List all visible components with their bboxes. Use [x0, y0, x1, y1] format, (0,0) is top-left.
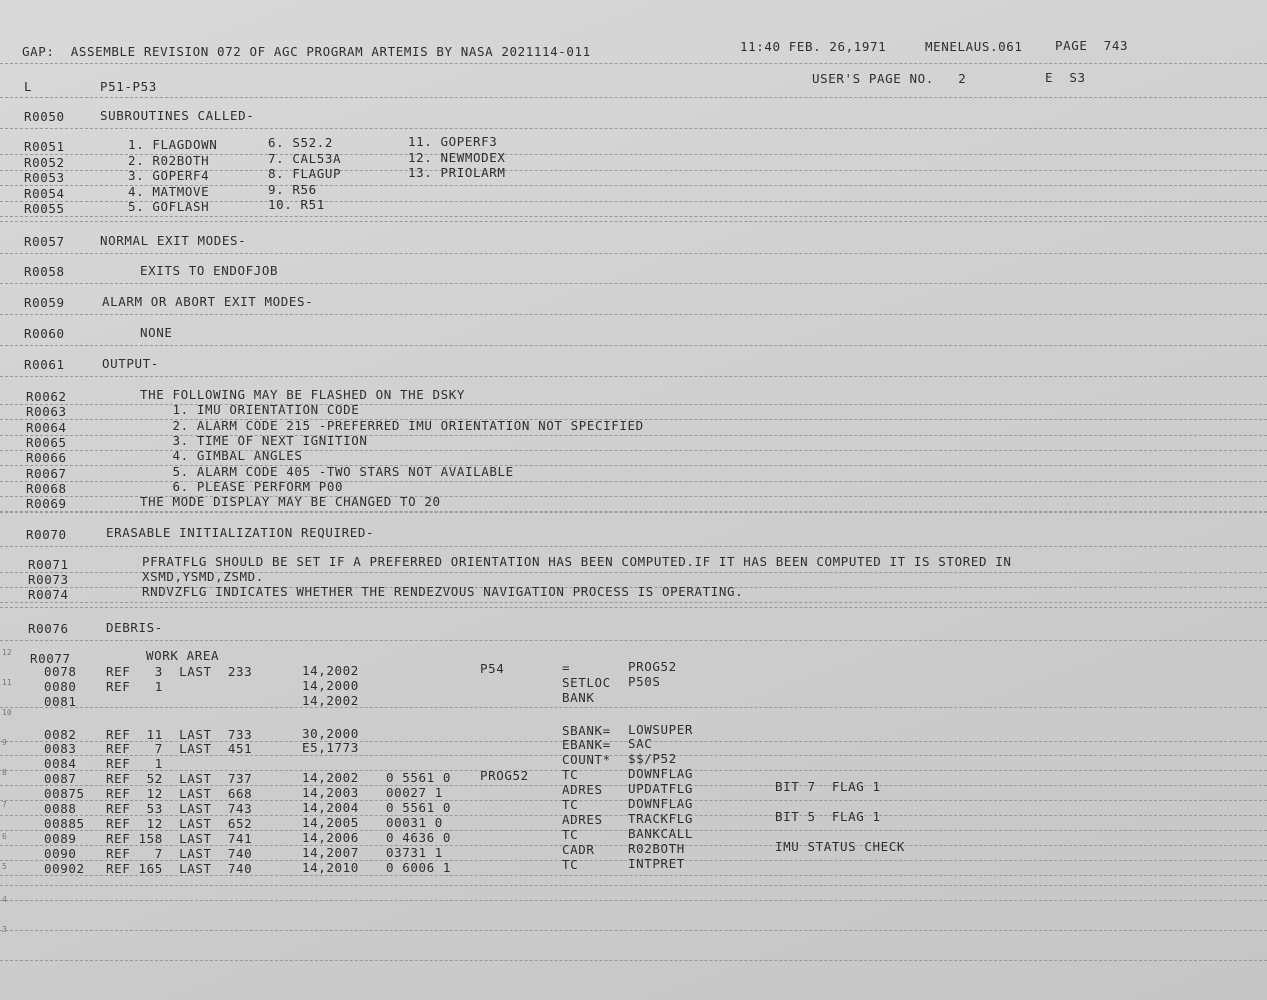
- object-code: 03731 1: [386, 845, 443, 860]
- code-comment: BIT 7 FLAG 1: [775, 779, 881, 794]
- opcode: BANK: [562, 690, 595, 705]
- code-label: PROG52: [480, 768, 529, 783]
- address: E5,1773: [302, 740, 359, 755]
- subroutine-item: 4. MATMOVE: [128, 183, 210, 199]
- none-text: NONE: [140, 325, 173, 340]
- operand: $$/P52: [628, 751, 677, 766]
- subroutine-item: 8. FLAGUP: [268, 166, 342, 181]
- line-number: 0081: [44, 694, 77, 709]
- output-line: 5. ALARM CODE 405 -TWO STARS NOT AVAILABLE: [140, 463, 514, 479]
- margin-mark: 5: [2, 862, 7, 871]
- line-number: 0078: [44, 664, 77, 679]
- erasable-line: XSMD,YSMD,ZSMD.: [142, 569, 264, 584]
- line-number: 00885: [44, 816, 85, 831]
- margin-mark: 11: [2, 678, 12, 687]
- line-number: R0077: [30, 651, 71, 666]
- page-number: PAGE 743: [1055, 38, 1129, 53]
- margin-mark: 9: [2, 738, 7, 747]
- users-page-right: E S3: [1045, 70, 1086, 85]
- line-number: 0082: [44, 727, 77, 742]
- exit-text: EXITS TO ENDOFJOB: [140, 263, 279, 278]
- opcode: TC: [562, 857, 579, 872]
- code-comment: BIT 5 FLAG 1: [775, 809, 881, 824]
- ref-info: REF 1: [106, 679, 163, 694]
- ref-info: REF 11 LAST 733: [106, 727, 253, 742]
- operand: UPDATFLG: [628, 781, 694, 796]
- ref-info: REF 3 LAST 233: [106, 664, 253, 679]
- subroutine-item: 13. PRIOLARM: [408, 165, 506, 180]
- line-number: R0069: [26, 496, 67, 512]
- line-number: 00902: [44, 861, 85, 876]
- line-number: R0058: [24, 264, 65, 279]
- address: 14,2010: [302, 860, 359, 875]
- opcode: TC: [562, 827, 579, 842]
- opcode: SBANK=: [562, 723, 611, 738]
- address: 14,2003: [302, 785, 359, 800]
- object-code: 0 4636 0: [386, 830, 452, 845]
- object-code: 00031 0: [386, 815, 443, 830]
- margin-mark: 8: [2, 768, 7, 777]
- output-line: THE FOLLOWING MAY BE FLASHED ON THE DSKY: [140, 387, 466, 402]
- users-page: USER'S PAGE NO. 2: [812, 71, 967, 86]
- program-name: P51-P53: [100, 79, 157, 94]
- operand: PROG52: [628, 659, 677, 674]
- margin-mark: 3: [2, 925, 7, 934]
- object-code: 0 6006 1: [386, 860, 452, 875]
- address: 14,2006: [302, 830, 359, 845]
- address: 14,2005: [302, 815, 359, 830]
- address: 14,2002: [302, 770, 359, 785]
- margin-mark: 7: [2, 800, 7, 809]
- line-number: R0051: [24, 139, 65, 154]
- line-number: R0071: [28, 557, 69, 572]
- line-number: R0070: [26, 527, 67, 542]
- margin-mark: 12: [2, 648, 12, 657]
- address: 14,2002: [302, 663, 359, 678]
- line-number: R0076: [28, 621, 69, 636]
- subroutine-item: 10. R51: [268, 197, 325, 212]
- subroutine-item: 7. CAL53A: [268, 150, 342, 166]
- output-line: 4. GIMBAL ANGLES: [140, 448, 303, 464]
- line-number: 0083: [44, 741, 77, 756]
- listing-title: GAP: ASSEMBLE REVISION 072 OF AGC PROGRAM ARTEMIS BY NASA 2021114-011: [22, 44, 591, 59]
- line-number: R0052: [24, 154, 65, 170]
- operand: DOWNFLAG: [628, 796, 694, 811]
- margin-mark: 4: [2, 895, 7, 904]
- subroutine-item: 11. GOPERF3: [408, 134, 498, 149]
- ref-info: REF 7 LAST 451: [106, 741, 253, 756]
- ref-info: REF 165 LAST 740: [106, 861, 253, 876]
- opcode: TC: [562, 797, 579, 812]
- line-number: R0065: [26, 434, 67, 450]
- ref-info: REF 53 LAST 743: [106, 801, 253, 816]
- output-line: THE MODE DISPLAY MAY BE CHANGED TO 20: [140, 494, 441, 510]
- section-heading: SUBROUTINES CALLED-: [100, 108, 255, 123]
- line-number: R0063: [26, 404, 67, 420]
- line-number: R0050: [24, 109, 65, 124]
- line-number: R0068: [26, 480, 67, 496]
- ref-info: REF 7 LAST 740: [106, 846, 253, 861]
- address: 14,2004: [302, 800, 359, 815]
- listing-time: 11:40 FEB. 26,1971: [740, 39, 887, 54]
- section-heading: DEBRIS-: [106, 620, 163, 635]
- listing-source: MENELAUS.061: [925, 39, 1023, 54]
- code-comment: IMU STATUS CHECK: [775, 839, 906, 854]
- operand: R02BOTH: [628, 841, 685, 856]
- line-number: R0060: [24, 326, 65, 341]
- operand: INTPRET: [628, 856, 685, 871]
- line-number: R0067: [26, 465, 67, 481]
- line-number: R0059: [24, 295, 65, 310]
- opcode: COUNT*: [562, 752, 611, 767]
- object-code: 0 5561 0: [386, 770, 452, 785]
- line-number: R0062: [26, 389, 67, 404]
- erasable-line: PFRATFLG SHOULD BE SET IF A PREFERRED ORIENTATION HAS BEEN COMPUTED.IF IT HAS BEEN COMPUTED IT IS STORED IN: [142, 554, 1012, 569]
- opcode: SETLOC: [562, 675, 611, 690]
- address: 14,2000: [302, 678, 359, 693]
- address: 14,2002: [302, 693, 359, 708]
- subroutine-item: 1. FLAGDOWN: [128, 137, 218, 152]
- column-l: L: [24, 79, 33, 94]
- opcode: TC: [562, 767, 579, 782]
- section-heading: NORMAL EXIT MODES-: [100, 233, 247, 248]
- line-number: R0061: [24, 357, 65, 372]
- line-number: 0089: [44, 831, 77, 846]
- erasable-line: RNDVZFLG INDICATES WHETHER THE RENDEZVOUS NAVIGATION PROCESS IS OPERATING.: [142, 584, 744, 599]
- output-line: 1. IMU ORIENTATION CODE: [140, 402, 360, 418]
- subroutine-item: 9. R56: [268, 181, 317, 197]
- operand: SAC: [628, 736, 653, 751]
- opcode: =: [562, 660, 571, 675]
- line-number: R0057: [24, 234, 65, 249]
- line-number: R0074: [28, 587, 69, 602]
- line-number: 0088: [44, 801, 77, 816]
- operand: BANKCALL: [628, 826, 694, 841]
- operand: TRACKFLG: [628, 811, 694, 826]
- output-line: 2. ALARM CODE 215 -PREFERRED IMU ORIENTATION NOT SPECIFIED: [140, 417, 644, 433]
- address: 14,2007: [302, 845, 359, 860]
- line-number: 00875: [44, 786, 85, 801]
- operand: LOWSUPER: [628, 722, 694, 737]
- line-number: 0080: [44, 679, 77, 694]
- line-number: R0054: [24, 185, 65, 201]
- line-number: R0053: [24, 170, 65, 185]
- opcode: ADRES: [562, 782, 603, 797]
- object-code: 0 5561 0: [386, 800, 452, 815]
- operand: DOWNFLAG: [628, 766, 694, 781]
- margin-mark: 10: [2, 708, 12, 717]
- subroutine-item: 2. R02BOTH: [128, 152, 210, 168]
- opcode: ADRES: [562, 812, 603, 827]
- ref-info: REF 158 LAST 741: [106, 831, 253, 846]
- ref-info: REF 12 LAST 668: [106, 786, 253, 801]
- subroutine-item: 3. GOPERF4: [128, 168, 210, 183]
- object-code: 00027 1: [386, 785, 443, 800]
- operand: P50S: [628, 674, 661, 689]
- ref-info: REF 12 LAST 652: [106, 816, 253, 831]
- section-heading: ERASABLE INITIALIZATION REQUIRED-: [106, 525, 375, 540]
- output-line: 6. PLEASE PERFORM P00: [140, 478, 344, 494]
- line-number: R0055: [24, 201, 65, 216]
- address: 30,2000: [302, 726, 359, 741]
- margin-mark: 6: [2, 832, 7, 841]
- subroutine-item: 6. S52.2: [268, 135, 334, 150]
- opcode: EBANK=: [562, 737, 611, 752]
- section-heading: OUTPUT-: [102, 356, 159, 371]
- line-number: 0084: [44, 756, 77, 771]
- line-number: R0066: [26, 450, 67, 466]
- code-label: P54: [480, 661, 505, 676]
- output-line: 3. TIME OF NEXT IGNITION: [140, 432, 368, 448]
- section-heading: ALARM OR ABORT EXIT MODES-: [102, 294, 314, 309]
- ref-info: REF 1: [106, 756, 163, 771]
- line-number: 0090: [44, 846, 77, 861]
- line-number: R0073: [28, 572, 69, 587]
- work-area-label: WORK AREA: [146, 648, 220, 663]
- line-number: R0064: [26, 419, 67, 435]
- subroutine-item: 5. GOFLASH: [128, 199, 210, 214]
- subroutine-item: 12. NEWMODEX: [408, 149, 506, 165]
- ref-info: REF 52 LAST 737: [106, 771, 253, 786]
- line-number: 0087: [44, 771, 77, 786]
- opcode: CADR: [562, 842, 595, 857]
